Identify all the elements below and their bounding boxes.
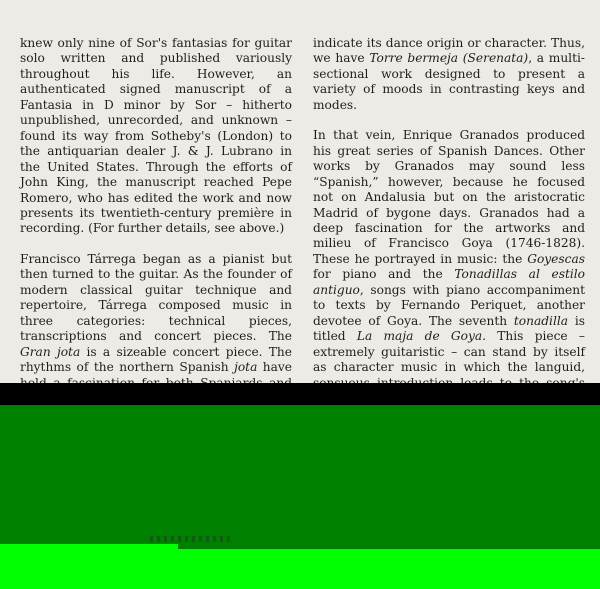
work-title: Gran jota (20, 344, 81, 359)
work-title: Goyescas (527, 251, 585, 266)
corruption-band-black-notch (0, 383, 315, 396)
work-title: La maja de Goya (356, 329, 483, 344)
corruption-band-dark-green (0, 405, 600, 549)
work-title: tonadilla (513, 313, 569, 328)
tarrega-paragraph: Francisco Tárrega began as a pianist but then turned to the guitar. As the founder of modern classical guitar technique and repertoire, Tárrega composed music in three categories: technical pieces, transcriptions and concert pieces. The Gran jota is a sizeable concert piece. The rhythms of the northern Spanish jota have (20, 252, 292, 515)
torre-bermeja-paragraph: indicate its dance origin or character. Thus, we have Torre bermeja (Serenata), a multi-sectional work designed to present a variety of moods in contrasting keys and modes. (313, 36, 585, 112)
sor-fantasia-paragraph: knew only nine of Sor's fantasias for guitar solo written and published variously throughout his life. However, an authenticated signed manuscript of a Fantasia in D minor by Sor – hitherto unpublished, unrecorded, and unknown – found its way from Sotheby's (London) to the antiquarian dealer J. & J. Lubrano in the United States. Through the efforts of John King, the manuscript reached Pepe Romero, who has edited the work and now presents its twentieth-century première in recording. (For further details, see above.) (20, 36, 292, 236)
corruption-band-bright-green (0, 549, 600, 589)
work-title: Torre bermeja (Serenata) (369, 51, 529, 66)
work-title: jota (234, 360, 258, 375)
corruption-speckle (150, 536, 230, 542)
work-title: Tonadillas al estilo antiguo (313, 267, 585, 297)
granados-paragraph: In that vein, Enrique Granados produced his great series of Spanish Dances. Other works by Granados may sound less “Spanish,” however, because he focused not on Andalusia but on the aristocratic Madrid of bygone days. Granados had a deep fascination for the artworks and milieu of Francisco Goya (1746-1828). These he portrayed in music: the Goyescas for piano and the Tonadillas al estilo antiguo, songs with piano accompaniment to texts by Fernando Periquet, another devotee of Goya. The seventh tonadilla is titled La maja de Goya. This piece –extremely guitaristic – can stand by itself as character music in which the languid, (313, 128, 585, 406)
